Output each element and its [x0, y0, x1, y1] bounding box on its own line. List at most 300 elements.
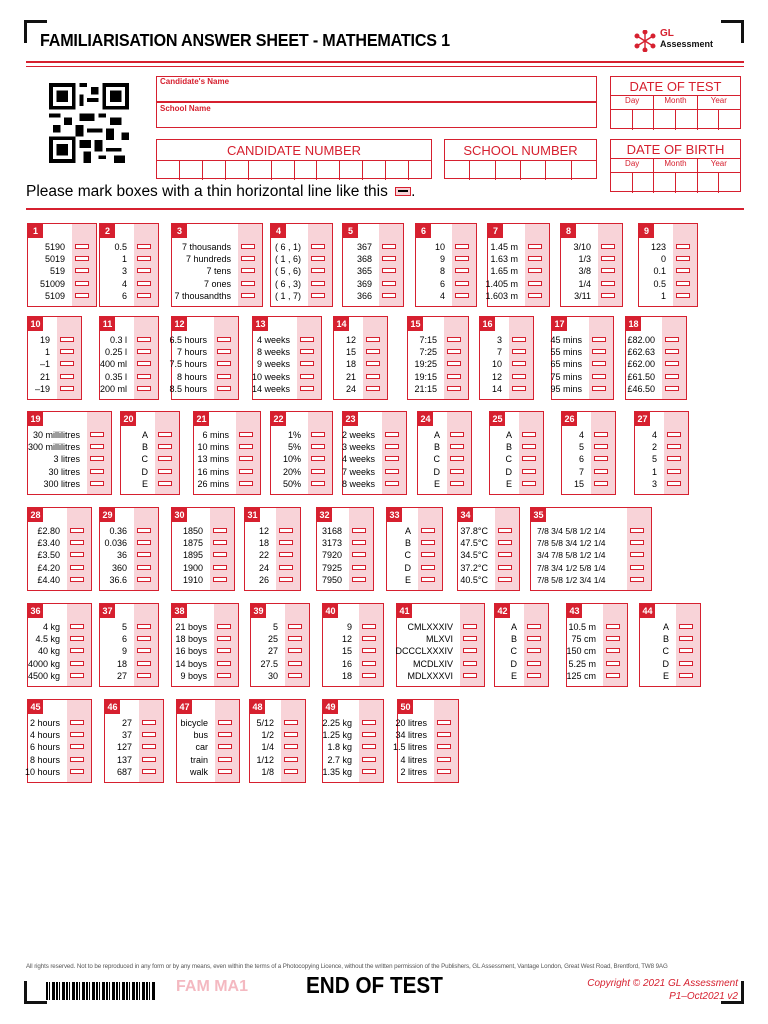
answer-option[interactable]: [323, 658, 383, 670]
answer-option[interactable]: [561, 290, 622, 302]
answer-box[interactable]: [75, 293, 89, 298]
answer-box[interactable]: [60, 349, 74, 354]
answer-box[interactable]: [75, 281, 89, 286]
answer-box[interactable]: [382, 256, 396, 261]
answer-option[interactable]: [567, 633, 627, 645]
answer-box[interactable]: [455, 281, 469, 286]
answer-box[interactable]: [213, 577, 227, 582]
answer-option[interactable]: [271, 453, 332, 465]
answer-option[interactable]: [121, 453, 179, 465]
answer-box[interactable]: [592, 386, 606, 391]
answer-option[interactable]: [640, 645, 700, 657]
answer-box[interactable]: [300, 349, 314, 354]
answer-option[interactable]: [100, 371, 158, 383]
answer-box[interactable]: [137, 268, 151, 273]
answer-option[interactable]: [194, 453, 260, 465]
answer-option[interactable]: [28, 621, 91, 633]
answer-option[interactable]: [567, 658, 627, 670]
answer-box[interactable]: [142, 732, 156, 737]
answer-option[interactable]: [416, 290, 476, 302]
answer-option[interactable]: [458, 525, 519, 537]
answer-option[interactable]: [172, 241, 262, 253]
answer-option[interactable]: [635, 466, 688, 478]
answer-option[interactable]: [408, 346, 468, 358]
answer-box[interactable]: [522, 444, 536, 449]
answer-option[interactable]: [105, 741, 163, 753]
answer-option[interactable]: [561, 253, 622, 265]
answer-option[interactable]: [100, 525, 158, 537]
answer-box[interactable]: [679, 673, 693, 678]
answer-box[interactable]: [512, 337, 526, 342]
answer-box[interactable]: [366, 349, 380, 354]
answer-box[interactable]: [311, 444, 325, 449]
answer-box[interactable]: [594, 469, 608, 474]
answer-box[interactable]: [527, 624, 541, 629]
answer-option[interactable]: [334, 383, 387, 395]
answer-option[interactable]: [271, 466, 332, 478]
answer-option[interactable]: [480, 383, 533, 395]
answer-box[interactable]: [676, 268, 690, 273]
answer-option[interactable]: [121, 441, 179, 453]
answer-box[interactable]: [60, 337, 74, 342]
answer-box[interactable]: [450, 432, 464, 437]
answer-box[interactable]: [288, 673, 302, 678]
answer-box[interactable]: [137, 386, 151, 391]
answer-option[interactable]: [343, 441, 406, 453]
answer-box[interactable]: [300, 374, 314, 379]
answer-box[interactable]: [158, 444, 172, 449]
answer-option[interactable]: [100, 278, 158, 290]
answer-box[interactable]: [213, 565, 227, 570]
answer-box[interactable]: [352, 565, 366, 570]
answer-box[interactable]: [676, 256, 690, 261]
answer-option[interactable]: [397, 645, 484, 657]
answer-option[interactable]: [639, 278, 697, 290]
answer-box[interactable]: [382, 293, 396, 298]
answer-box[interactable]: [90, 456, 104, 461]
answer-option[interactable]: [418, 429, 471, 441]
answer-option[interactable]: [552, 371, 613, 383]
answer-box[interactable]: [528, 244, 542, 249]
answer-box[interactable]: [70, 673, 84, 678]
answer-box[interactable]: [90, 432, 104, 437]
answer-box[interactable]: [239, 469, 253, 474]
answer-option[interactable]: [490, 429, 543, 441]
answer-box[interactable]: [594, 456, 608, 461]
answer-box[interactable]: [498, 565, 512, 570]
answer-option[interactable]: [28, 549, 91, 561]
answer-box[interactable]: [437, 732, 451, 737]
answer-option[interactable]: [495, 670, 548, 682]
answer-option[interactable]: [105, 717, 163, 729]
date-of-test-box[interactable]: [610, 76, 741, 129]
answer-box[interactable]: [311, 256, 325, 261]
answer-box[interactable]: [60, 374, 74, 379]
answer-box[interactable]: [676, 293, 690, 298]
answer-option[interactable]: [245, 574, 300, 586]
answer-option[interactable]: [626, 346, 686, 358]
answer-box[interactable]: [601, 281, 615, 286]
answer-option[interactable]: [562, 429, 615, 441]
answer-option[interactable]: [100, 383, 158, 395]
answer-box[interactable]: [498, 540, 512, 545]
answer-option[interactable]: [253, 346, 321, 358]
answer-option[interactable]: [562, 453, 615, 465]
answer-option[interactable]: [323, 633, 383, 645]
answer-option[interactable]: [172, 658, 238, 670]
answer-box[interactable]: [606, 648, 620, 653]
answer-box[interactable]: [362, 757, 376, 762]
answer-box[interactable]: [455, 256, 469, 261]
answer-box[interactable]: [142, 720, 156, 725]
answer-option[interactable]: [323, 645, 383, 657]
answer-option[interactable]: [343, 241, 403, 253]
answer-option[interactable]: [245, 562, 300, 574]
answer-option[interactable]: [387, 549, 442, 561]
answer-box[interactable]: [137, 281, 151, 286]
answer-box[interactable]: [665, 337, 679, 342]
answer-option[interactable]: [343, 466, 406, 478]
answer-option[interactable]: [121, 429, 179, 441]
answer-box[interactable]: [606, 636, 620, 641]
answer-option[interactable]: [271, 290, 332, 302]
answer-box[interactable]: [366, 386, 380, 391]
answer-box[interactable]: [667, 469, 681, 474]
answer-box[interactable]: [75, 256, 89, 261]
answer-option[interactable]: [317, 574, 373, 586]
answer-option[interactable]: [552, 334, 613, 346]
answer-option[interactable]: [626, 371, 686, 383]
answer-option[interactable]: [100, 290, 158, 302]
answer-box[interactable]: [667, 444, 681, 449]
answer-box[interactable]: [288, 624, 302, 629]
answer-box[interactable]: [447, 337, 461, 342]
answer-option[interactable]: [562, 441, 615, 453]
answer-box[interactable]: [158, 456, 172, 461]
answer-option[interactable]: [343, 278, 403, 290]
answer-option[interactable]: [408, 371, 468, 383]
answer-box[interactable]: [528, 281, 542, 286]
answer-option[interactable]: [323, 766, 383, 778]
answer-box[interactable]: [60, 386, 74, 391]
answer-option[interactable]: [531, 562, 651, 574]
answer-option[interactable]: [251, 658, 309, 670]
answer-box[interactable]: [137, 374, 151, 379]
answer-box[interactable]: [667, 432, 681, 437]
answer-option[interactable]: [169, 358, 238, 370]
answer-option[interactable]: [552, 383, 613, 395]
answer-box[interactable]: [527, 648, 541, 653]
answer-option[interactable]: [639, 253, 697, 265]
answer-option[interactable]: [495, 621, 548, 633]
answer-option[interactable]: [317, 549, 373, 561]
answer-option[interactable]: [271, 429, 332, 441]
date-of-birth-box[interactable]: [610, 139, 741, 192]
answer-option[interactable]: [172, 346, 238, 358]
answer-option[interactable]: [317, 562, 373, 574]
answer-box[interactable]: [217, 374, 231, 379]
answer-option[interactable]: [100, 346, 158, 358]
answer-option[interactable]: [408, 334, 468, 346]
answer-option[interactable]: [271, 241, 332, 253]
answer-option[interactable]: [28, 265, 96, 277]
answer-box[interactable]: [279, 528, 293, 533]
answer-option[interactable]: [343, 253, 403, 265]
answer-box[interactable]: [158, 432, 172, 437]
answer-option[interactable]: [495, 645, 548, 657]
answer-box[interactable]: [362, 636, 376, 641]
answer-box[interactable]: [594, 481, 608, 486]
answer-box[interactable]: [217, 349, 231, 354]
answer-box[interactable]: [498, 552, 512, 557]
answer-option[interactable]: [490, 453, 543, 465]
answer-option[interactable]: [485, 278, 549, 290]
answer-option[interactable]: [416, 265, 476, 277]
answer-box[interactable]: [498, 528, 512, 533]
answer-option[interactable]: [531, 537, 651, 549]
answer-box[interactable]: [528, 268, 542, 273]
answer-box[interactable]: [142, 744, 156, 749]
answer-option[interactable]: [194, 429, 260, 441]
answer-option[interactable]: [626, 358, 686, 370]
answer-box[interactable]: [366, 361, 380, 366]
answer-box[interactable]: [528, 293, 542, 298]
answer-option[interactable]: [561, 265, 622, 277]
answer-box[interactable]: [421, 552, 435, 557]
answer-box[interactable]: [137, 565, 151, 570]
answer-box[interactable]: [665, 349, 679, 354]
answer-option[interactable]: [100, 253, 158, 265]
answer-option[interactable]: [395, 717, 458, 729]
answer-option[interactable]: [28, 253, 96, 265]
answer-box[interactable]: [158, 481, 172, 486]
answer-option[interactable]: [172, 633, 238, 645]
answer-box[interactable]: [70, 744, 84, 749]
answer-option[interactable]: [28, 754, 91, 766]
answer-box[interactable]: [239, 432, 253, 437]
answer-box[interactable]: [217, 673, 231, 678]
answer-option[interactable]: [397, 621, 484, 633]
answer-option[interactable]: [561, 278, 622, 290]
answer-box[interactable]: [300, 337, 314, 342]
answer-option[interactable]: [172, 371, 238, 383]
answer-box[interactable]: [437, 720, 451, 725]
answer-box[interactable]: [679, 624, 693, 629]
answer-box[interactable]: [362, 744, 376, 749]
answer-option[interactable]: [28, 383, 81, 395]
answer-option[interactable]: [640, 621, 700, 633]
answer-option[interactable]: [490, 441, 543, 453]
answer-option[interactable]: [490, 466, 543, 478]
answer-box[interactable]: [606, 661, 620, 666]
answer-option[interactable]: [100, 562, 158, 574]
answer-box[interactable]: [284, 769, 298, 774]
answer-box[interactable]: [311, 432, 325, 437]
answer-box[interactable]: [522, 469, 536, 474]
answer-box[interactable]: [362, 661, 376, 666]
answer-option[interactable]: [251, 670, 309, 682]
answer-box[interactable]: [447, 374, 461, 379]
answer-option[interactable]: [28, 645, 91, 657]
answer-box[interactable]: [311, 268, 325, 273]
answer-box[interactable]: [594, 432, 608, 437]
answer-box[interactable]: [527, 661, 541, 666]
answer-box[interactable]: [241, 281, 255, 286]
answer-option[interactable]: [172, 549, 234, 561]
answer-option[interactable]: [480, 371, 533, 383]
answer-box[interactable]: [455, 244, 469, 249]
answer-box[interactable]: [217, 337, 231, 342]
answer-box[interactable]: [218, 720, 232, 725]
answer-box[interactable]: [594, 444, 608, 449]
answer-box[interactable]: [450, 444, 464, 449]
answer-option[interactable]: [251, 645, 309, 657]
answer-box[interactable]: [385, 456, 399, 461]
answer-option[interactable]: [561, 241, 622, 253]
answer-option[interactable]: [28, 241, 96, 253]
answer-box[interactable]: [382, 244, 396, 249]
answer-box[interactable]: [385, 469, 399, 474]
answer-option[interactable]: [121, 478, 179, 490]
answer-box[interactable]: [75, 268, 89, 273]
answer-option[interactable]: [488, 253, 549, 265]
answer-option[interactable]: [387, 525, 442, 537]
answer-box[interactable]: [137, 540, 151, 545]
answer-box[interactable]: [218, 744, 232, 749]
answer-box[interactable]: [522, 481, 536, 486]
answer-option[interactable]: [245, 537, 300, 549]
answer-option[interactable]: [24, 766, 91, 778]
answer-box[interactable]: [382, 281, 396, 286]
answer-box[interactable]: [352, 577, 366, 582]
answer-box[interactable]: [137, 661, 151, 666]
answer-option[interactable]: [100, 633, 158, 645]
answer-box[interactable]: [218, 732, 232, 737]
answer-option[interactable]: [172, 670, 238, 682]
answer-option[interactable]: [121, 466, 179, 478]
answer-box[interactable]: [385, 432, 399, 437]
answer-option[interactable]: [271, 253, 332, 265]
answer-option[interactable]: [100, 549, 158, 561]
answer-option[interactable]: [100, 358, 158, 370]
answer-box[interactable]: [601, 244, 615, 249]
answer-option[interactable]: [100, 334, 158, 346]
answer-option[interactable]: [334, 371, 387, 383]
answer-option[interactable]: [271, 265, 332, 277]
answer-box[interactable]: [606, 624, 620, 629]
school-name-field[interactable]: [156, 102, 597, 128]
answer-box[interactable]: [455, 268, 469, 273]
answer-box[interactable]: [90, 444, 104, 449]
answer-box[interactable]: [284, 720, 298, 725]
answer-option[interactable]: [172, 525, 234, 537]
answer-box[interactable]: [450, 481, 464, 486]
answer-option[interactable]: [639, 290, 697, 302]
answer-option[interactable]: [567, 670, 627, 682]
answer-box[interactable]: [447, 361, 461, 366]
answer-option[interactable]: [458, 562, 519, 574]
answer-option[interactable]: [567, 645, 627, 657]
answer-option[interactable]: [245, 549, 300, 561]
answer-option[interactable]: [172, 562, 234, 574]
answer-box[interactable]: [450, 456, 464, 461]
answer-option[interactable]: [334, 358, 387, 370]
answer-option[interactable]: [418, 453, 471, 465]
answer-option[interactable]: [100, 670, 158, 682]
answer-box[interactable]: [676, 244, 690, 249]
answer-option[interactable]: [416, 241, 476, 253]
answer-box[interactable]: [213, 528, 227, 533]
answer-box[interactable]: [447, 386, 461, 391]
answer-option[interactable]: [640, 658, 700, 670]
answer-option[interactable]: [635, 441, 688, 453]
answer-box[interactable]: [498, 577, 512, 582]
answer-box[interactable]: [679, 648, 693, 653]
answer-box[interactable]: [241, 244, 255, 249]
answer-box[interactable]: [239, 456, 253, 461]
answer-option[interactable]: [172, 253, 262, 265]
answer-option[interactable]: [458, 574, 519, 586]
answer-option[interactable]: [28, 346, 81, 358]
answer-option[interactable]: [194, 478, 260, 490]
answer-box[interactable]: [70, 540, 84, 545]
answer-box[interactable]: [679, 636, 693, 641]
answer-box[interactable]: [217, 648, 231, 653]
answer-option[interactable]: [253, 383, 321, 395]
answer-box[interactable]: [606, 673, 620, 678]
answer-box[interactable]: [137, 577, 151, 582]
answer-box[interactable]: [217, 386, 231, 391]
answer-box[interactable]: [137, 337, 151, 342]
answer-option[interactable]: [28, 441, 111, 453]
answer-option[interactable]: [245, 525, 300, 537]
answer-box[interactable]: [362, 732, 376, 737]
answer-option[interactable]: [531, 574, 651, 586]
answer-box[interactable]: [137, 673, 151, 678]
answer-box[interactable]: [75, 244, 89, 249]
answer-option[interactable]: [323, 621, 383, 633]
answer-box[interactable]: [217, 361, 231, 366]
answer-option[interactable]: [253, 358, 321, 370]
answer-option[interactable]: [28, 574, 91, 586]
answer-option[interactable]: [552, 358, 613, 370]
answer-option[interactable]: [251, 633, 309, 645]
answer-option[interactable]: [334, 334, 387, 346]
answer-option[interactable]: [177, 729, 239, 741]
answer-option[interactable]: [28, 358, 81, 370]
answer-box[interactable]: [421, 528, 435, 533]
answer-box[interactable]: [70, 552, 84, 557]
answer-box[interactable]: [527, 673, 541, 678]
answer-option[interactable]: [418, 478, 471, 490]
answer-option[interactable]: [194, 466, 260, 478]
answer-option[interactable]: [169, 383, 238, 395]
answer-option[interactable]: [635, 478, 688, 490]
answer-option[interactable]: [387, 574, 442, 586]
answer-box[interactable]: [142, 757, 156, 762]
answer-option[interactable]: [392, 741, 458, 753]
answer-option[interactable]: [177, 741, 239, 753]
answer-box[interactable]: [630, 528, 644, 533]
answer-box[interactable]: [288, 636, 302, 641]
answer-option[interactable]: [28, 478, 111, 490]
answer-box[interactable]: [218, 757, 232, 762]
answer-box[interactable]: [592, 349, 606, 354]
answer-box[interactable]: [137, 552, 151, 557]
answer-box[interactable]: [60, 361, 74, 366]
answer-option[interactable]: [28, 334, 81, 346]
answer-option[interactable]: [28, 453, 111, 465]
